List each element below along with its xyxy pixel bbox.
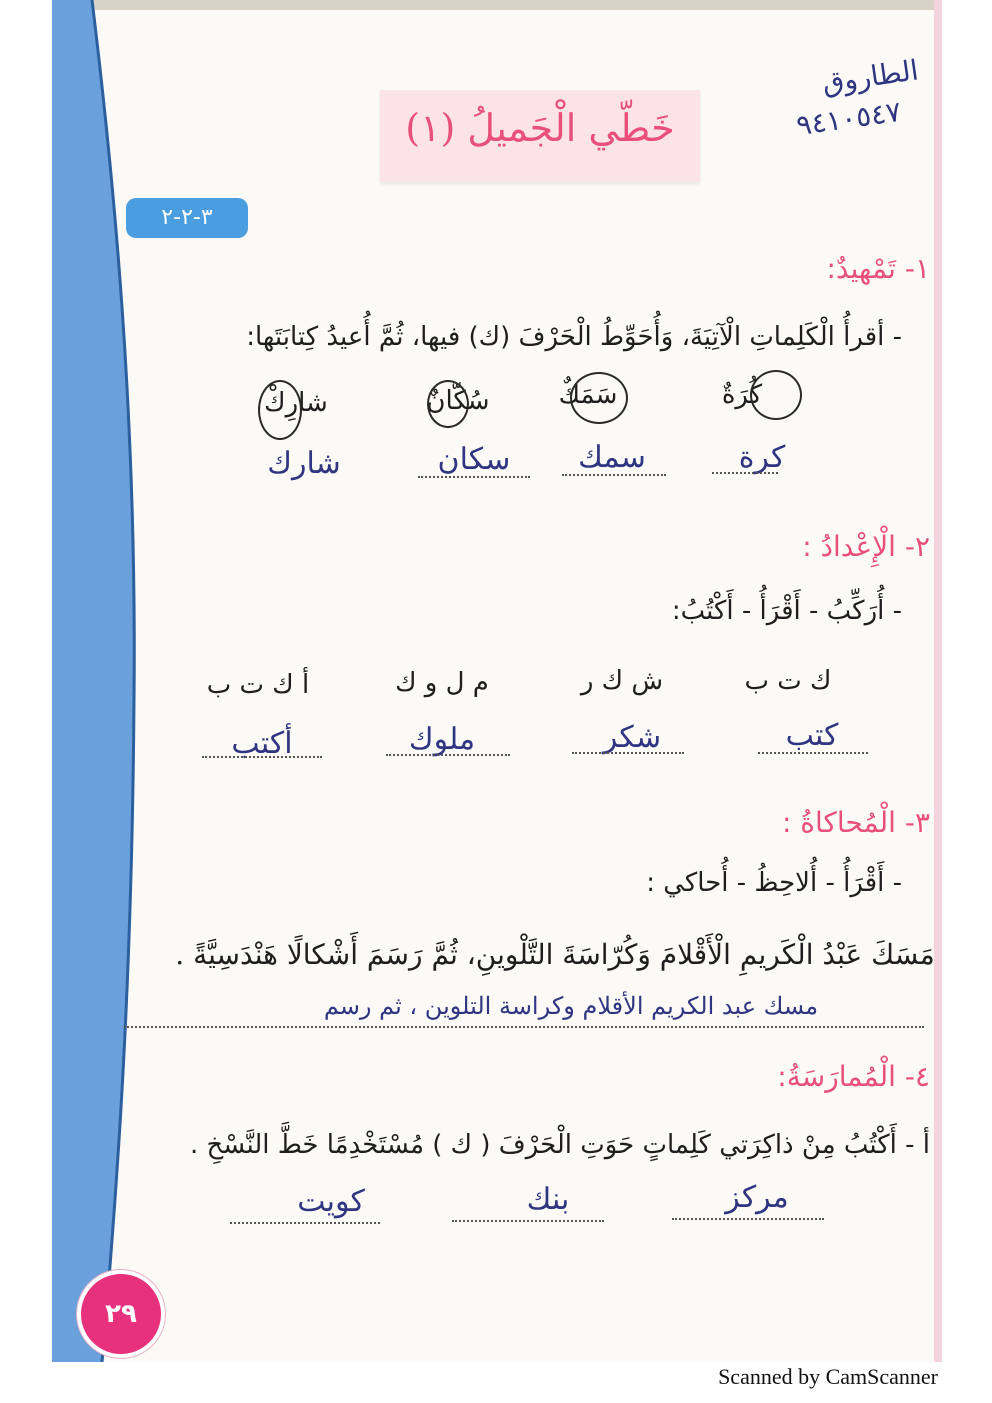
circle-mark: [750, 370, 802, 420]
dotted-line: [712, 472, 778, 474]
circle-mark: [427, 380, 469, 428]
letters-mlwk: م ل و ك: [395, 668, 489, 698]
dotted-line: [230, 1222, 380, 1224]
section2-instruction: - أُرَكِّبُ - أَقْرَأُ - أَكْتُبُ:: [671, 596, 902, 626]
dotted-line: [124, 1026, 924, 1028]
page-number: ٢٩: [105, 1299, 137, 1329]
section1-heading: ١- تَمْهيدٌ:: [826, 252, 930, 285]
answer-bank: بنك: [526, 1182, 570, 1217]
workbook-photo: [52, 0, 942, 1362]
letters-aktb: أ ك ت ب: [206, 670, 310, 700]
answer-samak: سمك: [578, 440, 646, 475]
pink-page-edge: [934, 0, 942, 1362]
dotted-line: [418, 476, 530, 478]
lesson-code-badge: ٣-٢-٢: [126, 198, 248, 238]
answer-aktub: أكتب: [231, 726, 293, 761]
model-sentence: مَسَكَ عَبْدُ الْكَريمِ الْأَقْلامَ وَكُرّاسَةَ التَّلْوينِ، ثُمَّ رَسَمَ أَشْكالًا هَنْدَسِيَّةً .: [175, 938, 935, 971]
dotted-line: [386, 754, 510, 756]
answer-kataba: كتب: [785, 718, 839, 753]
title-banner: [380, 90, 700, 182]
dotted-line: [202, 756, 322, 758]
answer-shukr: شكر: [602, 720, 662, 755]
scanner-watermark: Scanned by CamScanner: [718, 1364, 938, 1389]
letters-ktb: ك ت ب: [744, 666, 832, 696]
word-kura: كُرَةٌ: [721, 380, 763, 410]
section4-instruction: أ - أَكْتُبُ مِنْ ذاكِرَتي كَلِماتٍ حَوَتِ الْحَرْفَ ( ك ) مُسْتَخْدِمًا خَطَّ النَّسْخِ .: [189, 1130, 930, 1160]
handwritten-note-line2: ٩٤١٠٥٤٧: [794, 94, 904, 143]
answer-kura: كرة: [738, 440, 786, 475]
answer-sharik: شارك: [267, 446, 341, 481]
circle-mark: [258, 380, 302, 440]
answer-markaz: مركز: [725, 1180, 789, 1215]
dotted-line: [572, 752, 684, 754]
dotted-line: [562, 474, 666, 476]
word-samak: سَمَكٌ: [558, 380, 618, 410]
answer-sukkan: سكان: [437, 442, 511, 477]
section3-instruction: - أَقْرَأُ - أُلاحِظُ - أُحاكي :: [646, 868, 902, 898]
word-sukkan: سُكّانٌ: [426, 386, 490, 416]
page-number-badge: [77, 1270, 165, 1358]
page-title: خَطّي الْجَميلُ (١): [405, 106, 675, 150]
handwritten-sentence-copy: مسك عبد الكريم الأقلام وكراسة التلوين ، ثم رسم: [323, 992, 819, 1020]
section2-heading: ٢- الْإِعْدادُ :: [802, 530, 930, 563]
section1-instruction: - أقرأُ الْكَلِماتِ الْآتِيَةَ، وَأُحَوِّطُ الْحَرْفَ (ك) فيها، ثُمَّ أُعيدُ كِتابَتَها:: [246, 322, 902, 352]
word-sharik: شارِكْ: [264, 388, 328, 418]
answer-kuwait: كويت: [297, 1184, 365, 1219]
circle-mark: [570, 372, 628, 424]
dotted-line: [452, 1220, 604, 1222]
section4-heading: ٤- الْمُمارَسَةُ:: [777, 1060, 930, 1093]
dotted-line: [758, 752, 868, 754]
section3-heading: ٣- الْمُحاكاةُ :: [781, 806, 930, 839]
letters-shkr: ش ك ر: [580, 666, 664, 696]
handwritten-note-line1: الطاروق: [820, 53, 921, 100]
answer-muluk: ملوك: [408, 722, 476, 757]
dotted-line: [672, 1218, 824, 1220]
